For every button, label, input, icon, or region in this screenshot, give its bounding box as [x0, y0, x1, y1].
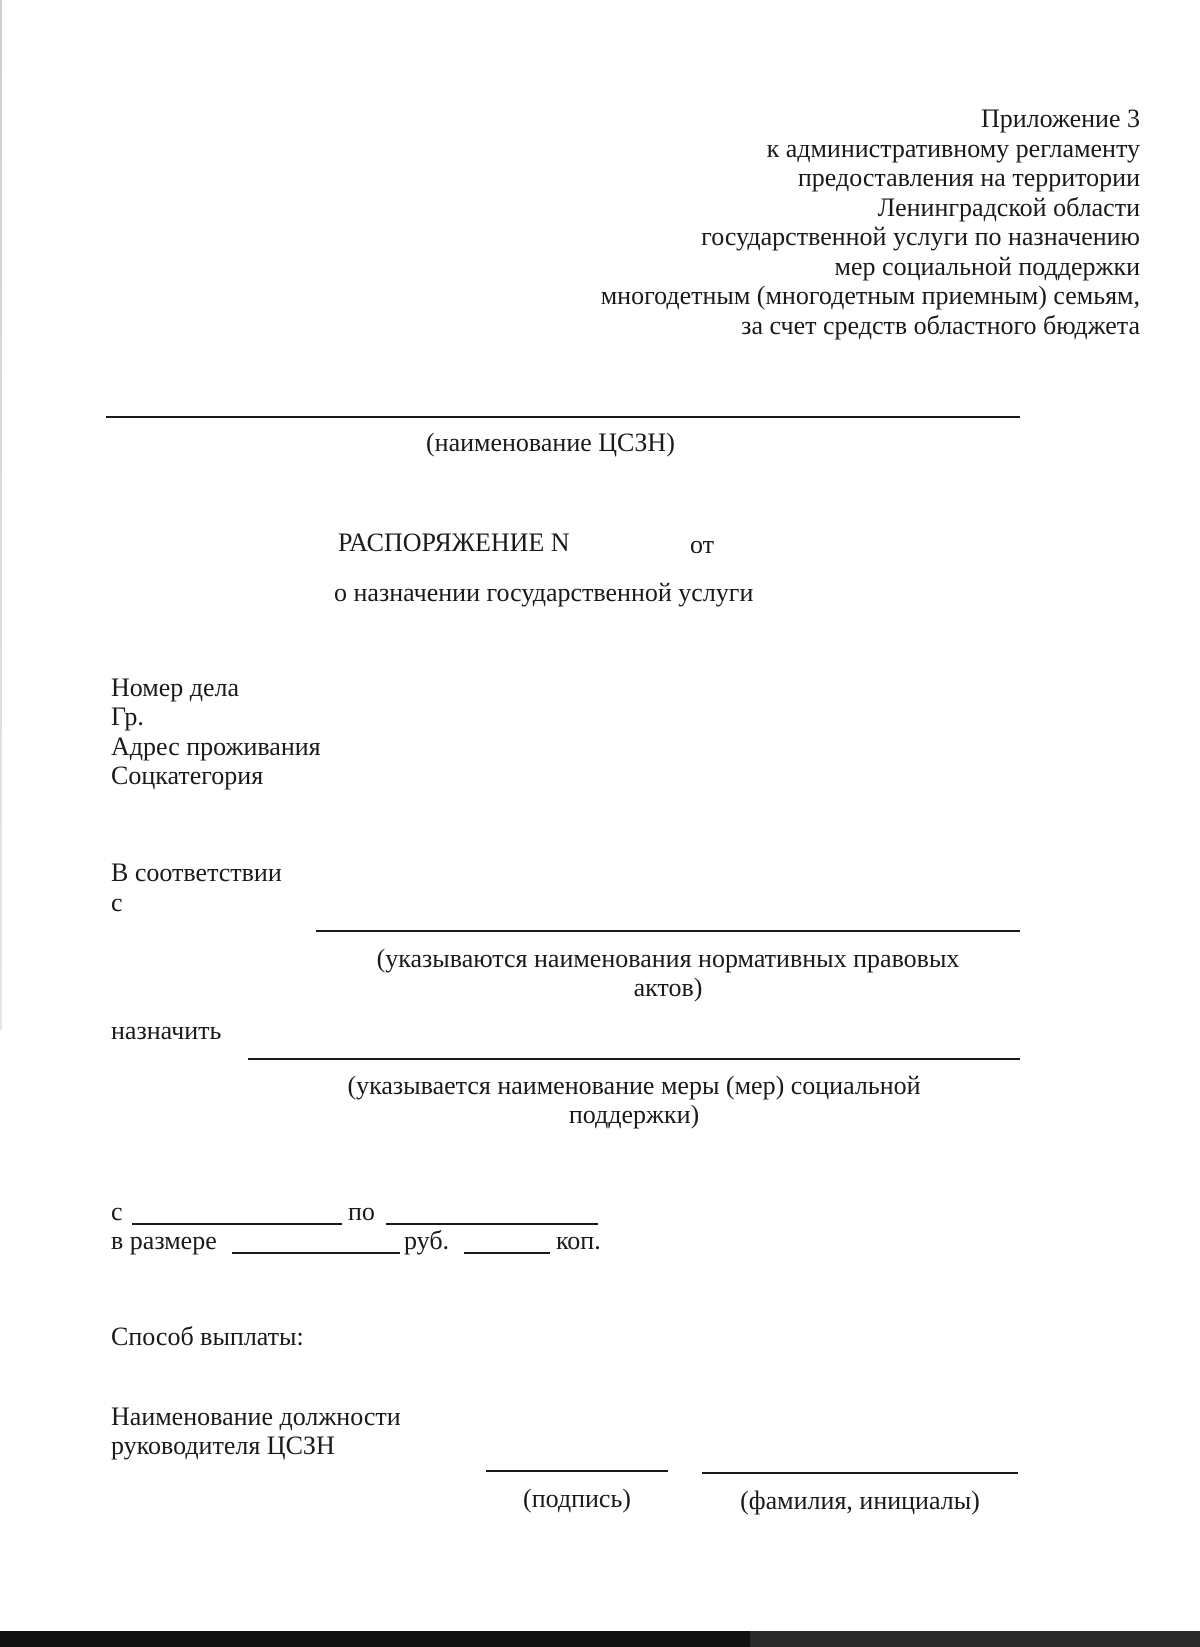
assign-label: назначить: [111, 1016, 222, 1045]
legal-acts-caption-2: актов): [633, 973, 703, 1002]
scan-bottom-edge-right: [750, 1631, 1200, 1647]
scan-left-edge: [0, 0, 2, 1030]
org-name-line: [106, 416, 1020, 418]
period-to-line: [386, 1223, 598, 1225]
position-label-2: руководителя ЦСЗН: [111, 1431, 335, 1460]
header-line-3: предоставления на территории: [797, 163, 1140, 192]
order-from: от: [690, 530, 715, 559]
header-line-1: Приложение 3: [980, 104, 1140, 133]
citizen-label: Гр.: [111, 702, 144, 731]
header-line-2: к административному регламенту: [766, 133, 1140, 163]
rub-label: руб.: [404, 1226, 450, 1255]
address-label: Адрес проживания: [111, 732, 321, 761]
header-line-5: государственной услуги по назначению: [701, 222, 1140, 251]
legal-acts-caption-1: (указываются наименования нормативных правовых: [376, 944, 960, 973]
header-line-7: многодетным (многодетным приемным) семьям,: [600, 281, 1140, 310]
category-label: Соцкатегория: [111, 761, 264, 790]
name-caption: (фамилия, инициалы): [740, 1486, 980, 1515]
name-line: [702, 1472, 1018, 1474]
header-line-6: мер социальной поддержки: [834, 251, 1140, 281]
legal-acts-line: [316, 930, 1020, 932]
payment-method-label: Способ выплаты:: [111, 1322, 304, 1351]
rub-line: [232, 1252, 400, 1254]
kop-label: коп.: [556, 1226, 601, 1255]
kop-line: [464, 1252, 550, 1254]
header-line-4: Ленинградской области: [877, 192, 1140, 222]
accordance-with: с: [111, 888, 123, 917]
measure-caption-2: поддержки): [568, 1100, 700, 1129]
header-line-8: за счет средств областного бюджета: [741, 310, 1140, 340]
appendix-header: [601, 104, 1140, 340]
signature-line: [486, 1470, 668, 1472]
period-from-label: с: [111, 1197, 123, 1226]
order-subject: о назначении государственной услуги: [334, 578, 754, 607]
amount-label: в размере: [111, 1226, 217, 1255]
order-title: РАСПОРЯЖЕНИЕ N: [338, 528, 570, 557]
period-from-line: [132, 1223, 342, 1225]
measure-line: [248, 1058, 1020, 1060]
period-to-label: по: [348, 1197, 375, 1226]
measure-caption-1: (указывается наименование меры (мер) социальной: [347, 1071, 921, 1100]
case-number-label: Номер дела: [111, 673, 240, 702]
org-caption: (наименование ЦСЗН): [426, 428, 675, 457]
position-label-1: Наименование должности: [111, 1402, 401, 1431]
accordance-label: В соответствии: [111, 858, 282, 887]
signature-caption: (подпись): [523, 1484, 631, 1513]
